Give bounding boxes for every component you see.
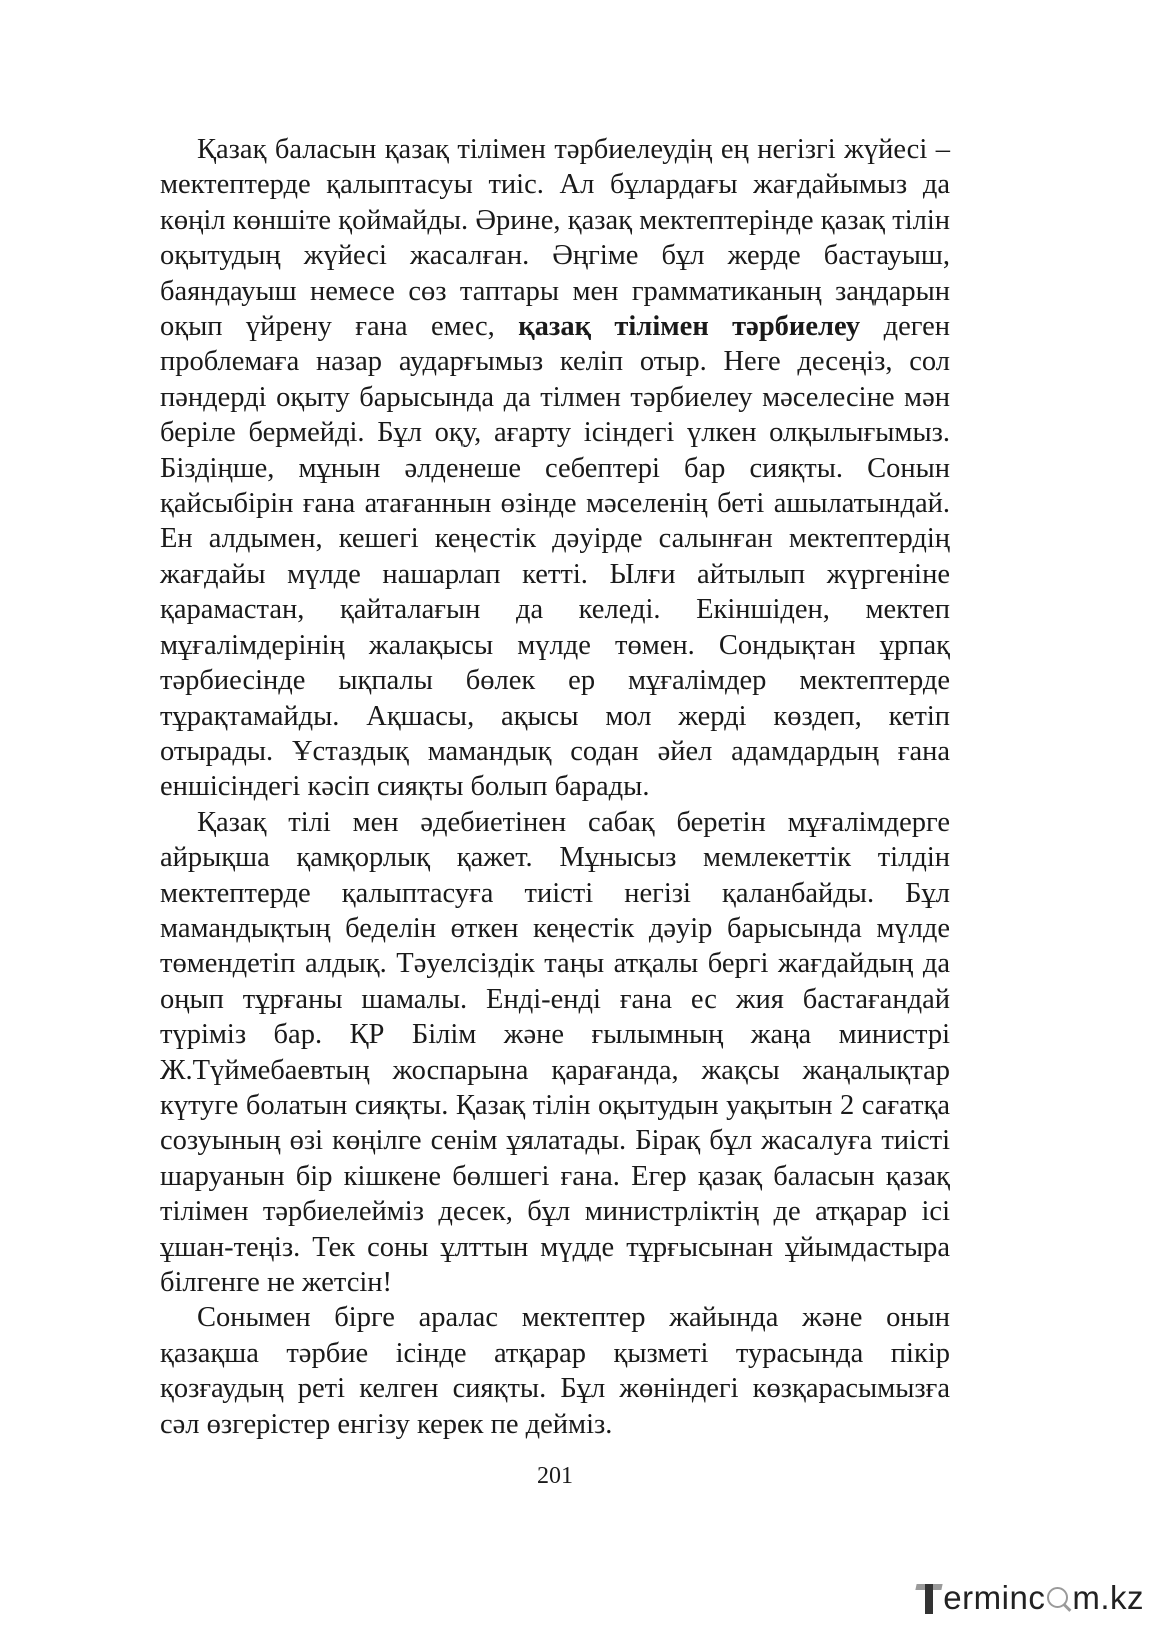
paragraph-1-text-b: деген проблемаға назар аударғымыз келіп отыр. Неге десеңіз, сол пәндерді оқыту барысында да тілмен тәрбиелеу мәселесіне мән беріле бермейді. Бұл оқу, ағарту ісіндегі үлкен олқылығымыз. Біздіңше, мұнын әлденеше себептері бар сияқты. Сонын қайсыбірін ғана атағаннын өзінде мәселенің беті ашылатындай. Ен алдымен, кешегі кеңестік дәуірде салынған мектептердің жағдайы мүлде нашарлап кетті. Ылғи айтылып жүргеніне қарамастан, қайталағын да келеді. Екіншіден, мектеп мұғалімдерінің жалақысы мүлде төмен. Сондықтан ұрпақ тәрбиесінде ықпалы бөлек ер мұғалімдер мектептерде тұрақтамайды. Ақшасы, ақысы мол жерді көздеп, кетіп отырады. Ұстаздық мамандық содан әйел адамдардың ғана еншісіндегі кәсіп сияқты болып барады.	[160, 311, 950, 803]
page-body	[160, 132, 950, 1442]
paragraph-3-text: Сонымен бірге аралас мектептер жайында және онын қазақша тәрбие ісінде атқарар қызметі турасында пікір қозғаудың реті келген сияқты. Бұл жөніндегі көзқарасымызға сәл өзгерістер енгізу керек пе дейміз.	[160, 1302, 950, 1440]
paragraph-1	[160, 132, 950, 805]
magnifier-icon	[1047, 1586, 1071, 1610]
paragraph-3	[160, 1300, 950, 1442]
paragraph-1-text-a: Қазақ баласын қазақ тілімен тәрбиелеудің ең негізгі жүйесі – мектептерде қалыптасуы тиіс. Ал бұлардағы жағдайымыз да көңіл көншіте қоймайды. Әрине, қазақ мектептерінде қазақ тілін оқытудың жүйесі жасалған. Әңгіме бұл жерде бастауыш, баяндауыш немесе сөз таптары мен грамматиканың заңдарын оқып үйрену ғана емес,	[160, 134, 950, 343]
paragraph-2-text: Қазақ тілі мен әдебиетінен сабақ беретін мұғалімдерге айрықша қамқорлық қажет. Мұнысыз мемлекеттік тілдін мектептерде қалыптасуға тиісті негізі қаланбайды. Бұл мамандықтың беделін өткен кеңестік дәуір барысында мүлде төмендетіп алдық. Тәуелсіздік таңы атқалы бергі жағдайдың да оңып тұрғаны шамалы. Енді-енді ғана ес жия бастағандай түріміз бар. ҚР Білім және ғылымның жаңа министрі Ж.Түймебаевтың жоспарына қарағанда, жақсы жаңалықтар күтуге болатын сияқты. Қазақ тілін оқытудын уақытын 2 сағатқа созуының өзі көңілге сенім ұялатады. Бірақ бұл жасалуға тиісті шаруанын бір кішкене бөлшегі ғана. Егер қазақ баласын қазақ тілімен тәрбиелейміз десек, бұл министрліктің де атқарар ісі ұшан-теңіз. Тек соны ұлттын мүдде тұрғысынан ұйымдастыра білгенге не жетсін!	[160, 806, 950, 1298]
paragraph-2	[160, 805, 950, 1301]
watermark-text-start: erminc	[943, 1579, 1046, 1616]
termincom-watermark-logo	[916, 1575, 1144, 1621]
watermark-text-end: m.kz	[1072, 1579, 1144, 1616]
paragraph-1-bold-phrase: қазақ тілімен тәрбиелеу	[518, 311, 861, 343]
stylized-t-logo-icon	[916, 1580, 942, 1616]
page-number: 201	[537, 1463, 573, 1489]
